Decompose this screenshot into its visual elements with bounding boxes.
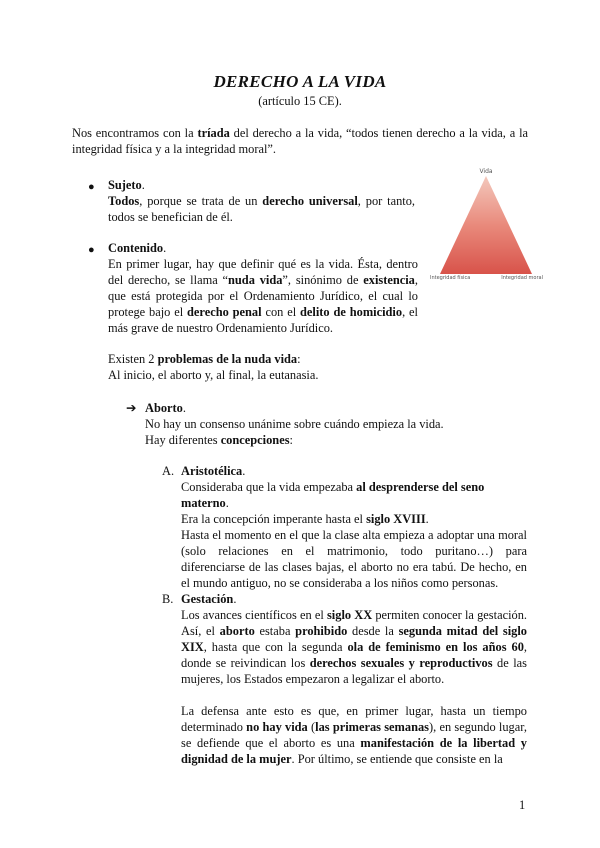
gestacion-heading: Gestación.	[181, 592, 237, 606]
section-problemas	[108, 351, 418, 383]
problemas-line-1: Existen 2 problemas de la nuda vida:	[108, 352, 301, 366]
aristotelica-p2: Era la concepción imperante hasta el siglo XVIII.	[181, 512, 429, 526]
section-aborto	[145, 400, 445, 448]
aristotelica-p1: Consideraba que la vida empezaba al desprenderse del seno materno.	[181, 480, 485, 510]
aristotelica-heading: Aristotélica.	[181, 464, 246, 478]
list-marker-b: B.	[162, 592, 174, 606]
triad-triangle-diagram	[428, 164, 544, 284]
page-title: DERECHO A LA VIDA	[213, 72, 387, 91]
sujeto-body: Todos, porque se trata de un derecho universal, por tanto, todos se benefician de él.	[108, 194, 415, 224]
contenido-heading: Contenido.	[108, 241, 167, 255]
bullet-icon: ●	[88, 181, 95, 193]
gestacion-p2: La defensa ante esto es que, en primer lugar, hasta un tiempo determinado no hay vida (las primeras semanas), en segundo lugar, se defiende que el aborto es una manifestación de la libertad y dignidad de la mujer. Por último, se entiende que consiste en la	[181, 704, 527, 766]
aborto-line-2: Hay diferentes concepciones:	[145, 433, 293, 447]
section-contenido	[108, 240, 418, 336]
triangle-top-label: Vida	[479, 168, 493, 175]
section-sujeto	[108, 177, 415, 225]
contenido-body: En primer lugar, hay que definir qué es la vida. Ésta, dentro del derecho, se llama “nuda vida”, sinónimo de existencia, que está protegida por el Ordenamiento Jurídico, el cual lo protege bajo el derecho penal con el delito de homicidio, el más grave de nuestro Ordenamiento Jurídico.	[108, 257, 418, 335]
problemas-line-2: Al inicio, el aborto y, al final, la eutanasia.	[108, 368, 319, 382]
aborto-heading: Aborto.	[145, 401, 186, 415]
page-subtitle: (artículo 15 CE).	[258, 94, 342, 108]
triangle-left-label: Integridad física	[430, 275, 471, 281]
triangle-shape	[440, 176, 532, 274]
bullet-icon: ●	[88, 244, 95, 256]
aristotelica-p3: Hasta el momento en el que la clase alta empieza a adoptar una moral (solo relaciones en el matrimonio, todo puritano…) para diferenciarse de las clases bajas, el aborto no era tabú. De hecho, en el mundo antiguo, no se consideraba a los niños como personas.	[181, 528, 527, 590]
intro-paragraph: Nos encontramos con la tríada del derecho a la vida, “todos tienen derecho a la vida, a la integridad física y a la integridad moral”.	[72, 126, 529, 156]
arrow-icon: ➔	[126, 401, 137, 415]
triangle-right-label: Integridad moral	[501, 275, 543, 281]
sujeto-heading: Sujeto.	[108, 178, 145, 192]
section-gestacion	[181, 591, 527, 687]
gestacion-p1: Los avances científicos en el siglo XX permiten conocer la gestación. Así, el aborto estaba prohibido desde la segunda mitad del siglo XIX, hasta que con la segunda ola de feminismo en los años 60, donde se reivindican los derechos sexuales y reproductivos de las mujeres, los Estados empezaron a legalizar el aborto.	[181, 608, 528, 686]
aborto-line-1: No hay un consenso unánime sobre cuándo empieza la vida.	[145, 417, 444, 431]
section-aristotelica	[181, 463, 527, 591]
list-marker-a: A.	[162, 464, 175, 478]
page-number: 1	[519, 798, 526, 812]
